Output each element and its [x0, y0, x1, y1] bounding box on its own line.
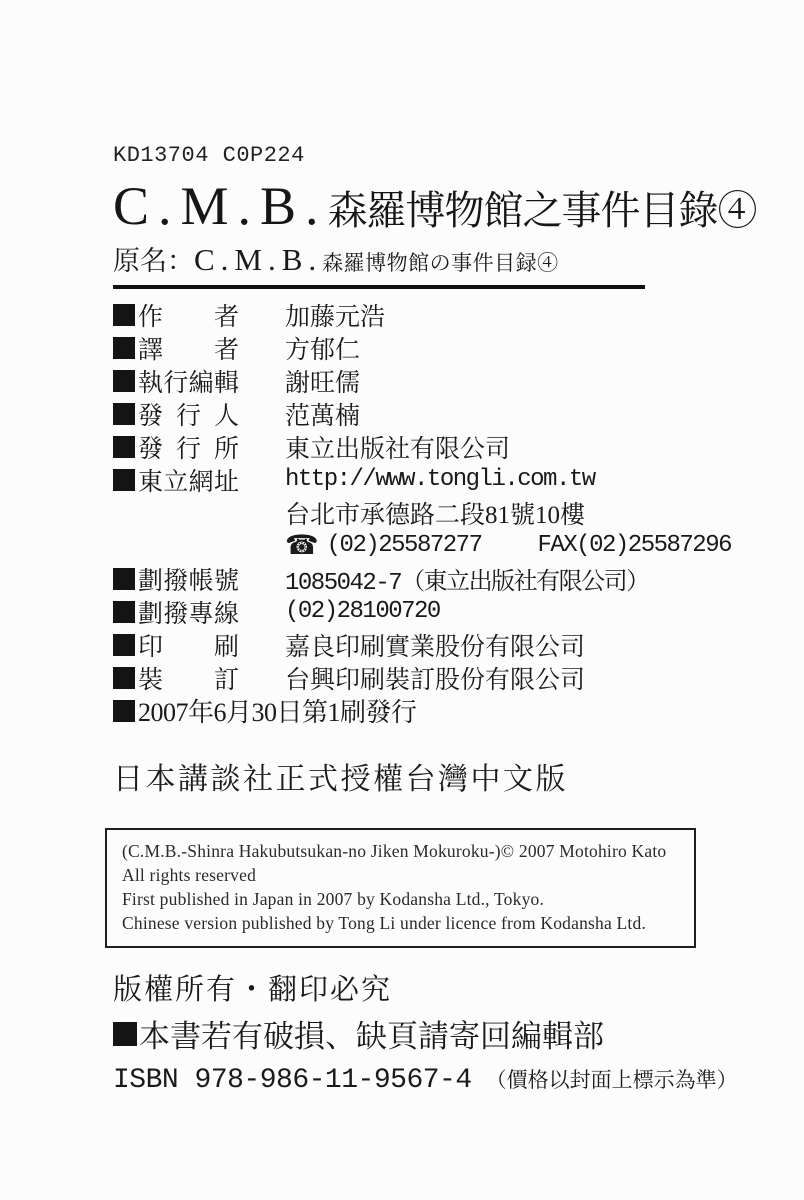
- original-title-latin: C.M.B.: [194, 242, 323, 277]
- credit-value: 方郁仁: [285, 336, 361, 364]
- credit-value: 加藤元浩: [285, 303, 386, 331]
- publisher-address-row: [113, 496, 804, 529]
- square-bullet-icon: [113, 568, 135, 590]
- damage-return-notice: 本書若有破損、缺頁請寄回編輯部: [139, 1019, 604, 1054]
- price-note: （價格以封面上標示為準）: [485, 1068, 738, 1092]
- publisher-address: 台北市承德路二段81號10樓: [285, 501, 586, 529]
- credit-row-publisher-person: [113, 397, 804, 430]
- telephone-icon: ☎: [285, 530, 319, 561]
- original-title-label: 原名：: [113, 246, 194, 276]
- credit-row-publisher-company: [113, 430, 804, 463]
- copyright-box: [105, 828, 696, 948]
- postal-account-number: 1085042-7（東立出版社有限公司）: [285, 569, 649, 597]
- square-bullet-icon: [113, 667, 135, 689]
- fax-number: FAX(02)25587296: [537, 532, 732, 559]
- square-bullet-icon: [113, 436, 135, 458]
- credit-label: 裝訂: [138, 666, 239, 694]
- credit-label: 作者: [138, 303, 239, 331]
- book-title-latin: C.M.B.: [113, 176, 328, 236]
- credit-value: 謝旺儒: [285, 369, 361, 397]
- credit-label: 譯者: [138, 336, 239, 364]
- credit-row-translator: [113, 331, 804, 364]
- credits-list: [113, 298, 804, 727]
- isbn-number: ISBN 978-986-11-9567-4: [113, 1065, 472, 1096]
- credit-label: 執行編輯: [138, 369, 239, 397]
- credit-row-printer: [113, 628, 804, 661]
- square-bullet-icon: [113, 337, 135, 359]
- original-title-cjk: 森羅博物館の事件目録④: [322, 251, 559, 275]
- credit-row-website: [113, 463, 804, 496]
- credit-row-author: [113, 298, 804, 331]
- square-bullet-icon: [113, 1022, 137, 1046]
- credit-value: 嘉良印刷實業股份有限公司: [285, 633, 586, 661]
- credit-value: 東立出版社有限公司: [285, 435, 511, 463]
- credit-label: 印刷: [138, 633, 239, 661]
- square-bullet-icon: [113, 370, 135, 392]
- postal-hotline-number: (02)28100720: [285, 598, 440, 625]
- book-title: [113, 175, 804, 237]
- isbn-row: [113, 1064, 804, 1096]
- square-bullet-icon: [113, 700, 135, 722]
- copyright-line: Chinese version published by Tong Li under licence from Kodansha Ltd.: [122, 913, 647, 933]
- credit-value: 范萬楠: [285, 402, 361, 430]
- square-bullet-icon: [113, 403, 135, 425]
- square-bullet-icon: [113, 601, 135, 623]
- original-title-line: [113, 239, 804, 278]
- phone-number: (02)25587277: [326, 532, 482, 559]
- print-date: 2007年6月30日第1刷發行: [138, 698, 417, 727]
- credit-row-postal-account: [113, 562, 804, 595]
- credit-label: 發行人: [138, 402, 239, 430]
- square-bullet-icon: [113, 469, 135, 491]
- book-title-cjk: 森羅博物館之事件目錄④: [327, 188, 757, 233]
- copyright-line: First published in Japan in 2007 by Kodansha Ltd., Tokyo.: [122, 889, 545, 909]
- damage-return-notice-row: [113, 1011, 804, 1056]
- rights-reserved-statement: 版權所有・翻印必究: [113, 974, 393, 1006]
- credit-value: 台興印刷裝訂股份有限公司: [285, 666, 586, 694]
- credit-label: 東立網址: [138, 468, 239, 496]
- website-url: http://www.tongli.com.tw: [285, 466, 595, 493]
- product-code: KD13704 C0P224: [113, 143, 305, 168]
- print-date-row: [113, 694, 804, 727]
- square-bullet-icon: [113, 634, 135, 656]
- credit-label: 劃撥專線: [138, 600, 239, 628]
- credit-label: 劃撥帳號: [138, 567, 239, 595]
- credit-row-executive-editor: [113, 364, 804, 397]
- credit-label: 發行所: [138, 435, 239, 463]
- copyright-line: (C.M.B.-Shinra Hakubutsukan-no Jiken Mokuroku-)© 2007 Motohiro Kato: [122, 841, 667, 861]
- credit-row-binder: [113, 661, 804, 694]
- credit-row-postal-hotline: [113, 595, 804, 628]
- publisher-phone-row: [113, 529, 804, 562]
- copyright-line: All rights reserved: [122, 865, 257, 885]
- divider-rule: [113, 285, 645, 289]
- license-statement: 日本講談社正式授權台灣中文版: [113, 763, 568, 796]
- square-bullet-icon: [113, 304, 135, 326]
